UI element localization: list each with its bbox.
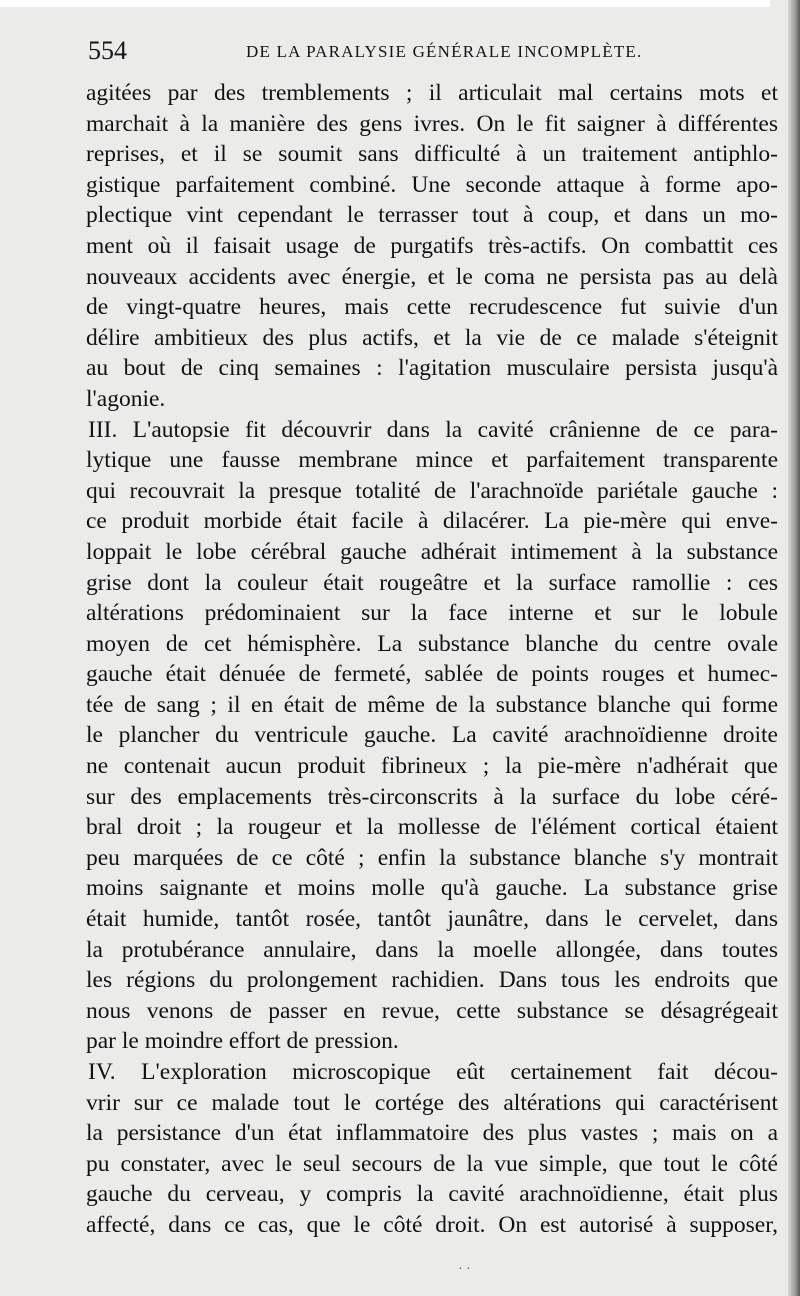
text-line: lytique une fausse membrane mince et parfaitement transparente: [86, 447, 778, 474]
page-edge-shadow: [788, 0, 800, 1296]
page-top-margin: [0, 0, 770, 7]
text-line: au bout de cinq semaines : l'agitation musculaire persista jusqu'à: [86, 355, 778, 382]
text-line: peu marquées de ce côté ; enfin la substance blanche s'y montrait: [86, 844, 778, 871]
running-title: DE LA PARALYSIE GÉNÉRALE INCOMPLÈTE.: [246, 42, 643, 61]
section-heading-line: III. L'autopsie fit découvrir dans la cavité crânienne de ce para-: [88, 416, 778, 443]
text-line: moyen de cet hémisphère. La substance blanche du centre ovale: [86, 630, 778, 657]
text-line: marchait à la manière des gens ivres. On le fit saigner à différentes: [86, 110, 778, 137]
text-line: grise dont la couleur était rougeâtre et la surface ramollie : ces: [86, 569, 778, 596]
text-line: ce produit morbide était facile à dilacérer. La pie-mère qui enve-: [86, 508, 778, 535]
text-line: plectique vint cependant le terrasser tout à coup, et dans un mo-: [86, 202, 778, 229]
body-text: [86, 78, 778, 1241]
text-line: l'agonie.: [86, 385, 166, 412]
text-line: ne contenait aucun produit fibrineux ; la pie-mère n'adhérait que: [86, 753, 778, 780]
text-line: bral droit ; la rougeur et la mollesse de l'élément cortical étaient: [86, 814, 778, 841]
text-line: était humide, tantôt rosée, tantôt jaunâtre, dans le cervelet, dans: [86, 906, 778, 933]
text-line: altérations prédominaient sur la face interne et sur le lobule: [86, 600, 778, 627]
text-line: nous venons de passer en revue, cette substance se désagrégeait: [86, 997, 778, 1024]
section-heading-line: IV. L'exploration microscopique eût certainement fait décou-: [88, 1059, 778, 1085]
text-line: vrir sur ce malade tout le cortége des altérations qui caractérisent: [86, 1089, 778, 1116]
text-line: affecté, dans ce cas, que le côté droit. On est autorisé à supposer,: [86, 1211, 778, 1238]
text-line: la protubérance annulaire, dans la moelle allongée, dans toutes: [86, 936, 778, 963]
text-line: gauche était dénuée de fermeté, sablée de points rouges et humec-: [86, 661, 778, 688]
text-line: ment où il faisait usage de purgatifs très-actifs. On combattit ces: [86, 232, 778, 259]
text-line: moins saignante et moins molle qu'à gauche. La substance grise: [86, 875, 778, 902]
text-line: agitées par des tremblements ; il articulait mal certains mots et: [86, 80, 778, 106]
text-line: la persistance d'un état inflammatoire des plus vastes ; mais on a: [86, 1120, 778, 1147]
text-line: nouveaux accidents avec énergie, et le coma ne persista pas au delà: [86, 263, 778, 290]
text-line: gistique parfaitement combiné. Une seconde attaque à forme apo-: [86, 171, 778, 198]
text-line: de vingt-quatre heures, mais cette recrudescence fut suivie d'un: [86, 294, 778, 321]
text-line: reprises, et il se soumit sans difficulté à un traitement antiphlo-: [86, 141, 778, 168]
print-speck: · ·: [458, 1262, 471, 1277]
text-line: sur des emplacements très-circonscrits à la surface du lobe céré-: [86, 783, 778, 810]
running-header: [88, 34, 778, 68]
page-number: 554: [88, 36, 127, 65]
text-line: le plancher du ventricule gauche. La cavité arachnoïdienne droite: [86, 722, 778, 749]
text-line: délire ambitieux des plus actifs, et la vie de ce malade s'éteignit: [86, 324, 778, 351]
text-line: qui recouvrait la presque totalité de l'arachnoïde pariétale gauche :: [86, 477, 778, 504]
text-line: gauche du cerveau, y compris la cavité arachnoïdienne, était plus: [86, 1181, 778, 1208]
text-line: loppait le lobe cérébral gauche adhérait intimement à la substance: [86, 538, 778, 565]
text-line: pu constater, avec le seul secours de la vue simple, que tout le côté: [86, 1150, 778, 1177]
text-line: par le moindre effort de pression.: [86, 1028, 399, 1055]
text-line: tée de sang ; il en était de même de la substance blanche qui forme: [86, 691, 778, 718]
text-line: les régions du prolongement rachidien. Dans tous les endroits que: [86, 967, 778, 994]
